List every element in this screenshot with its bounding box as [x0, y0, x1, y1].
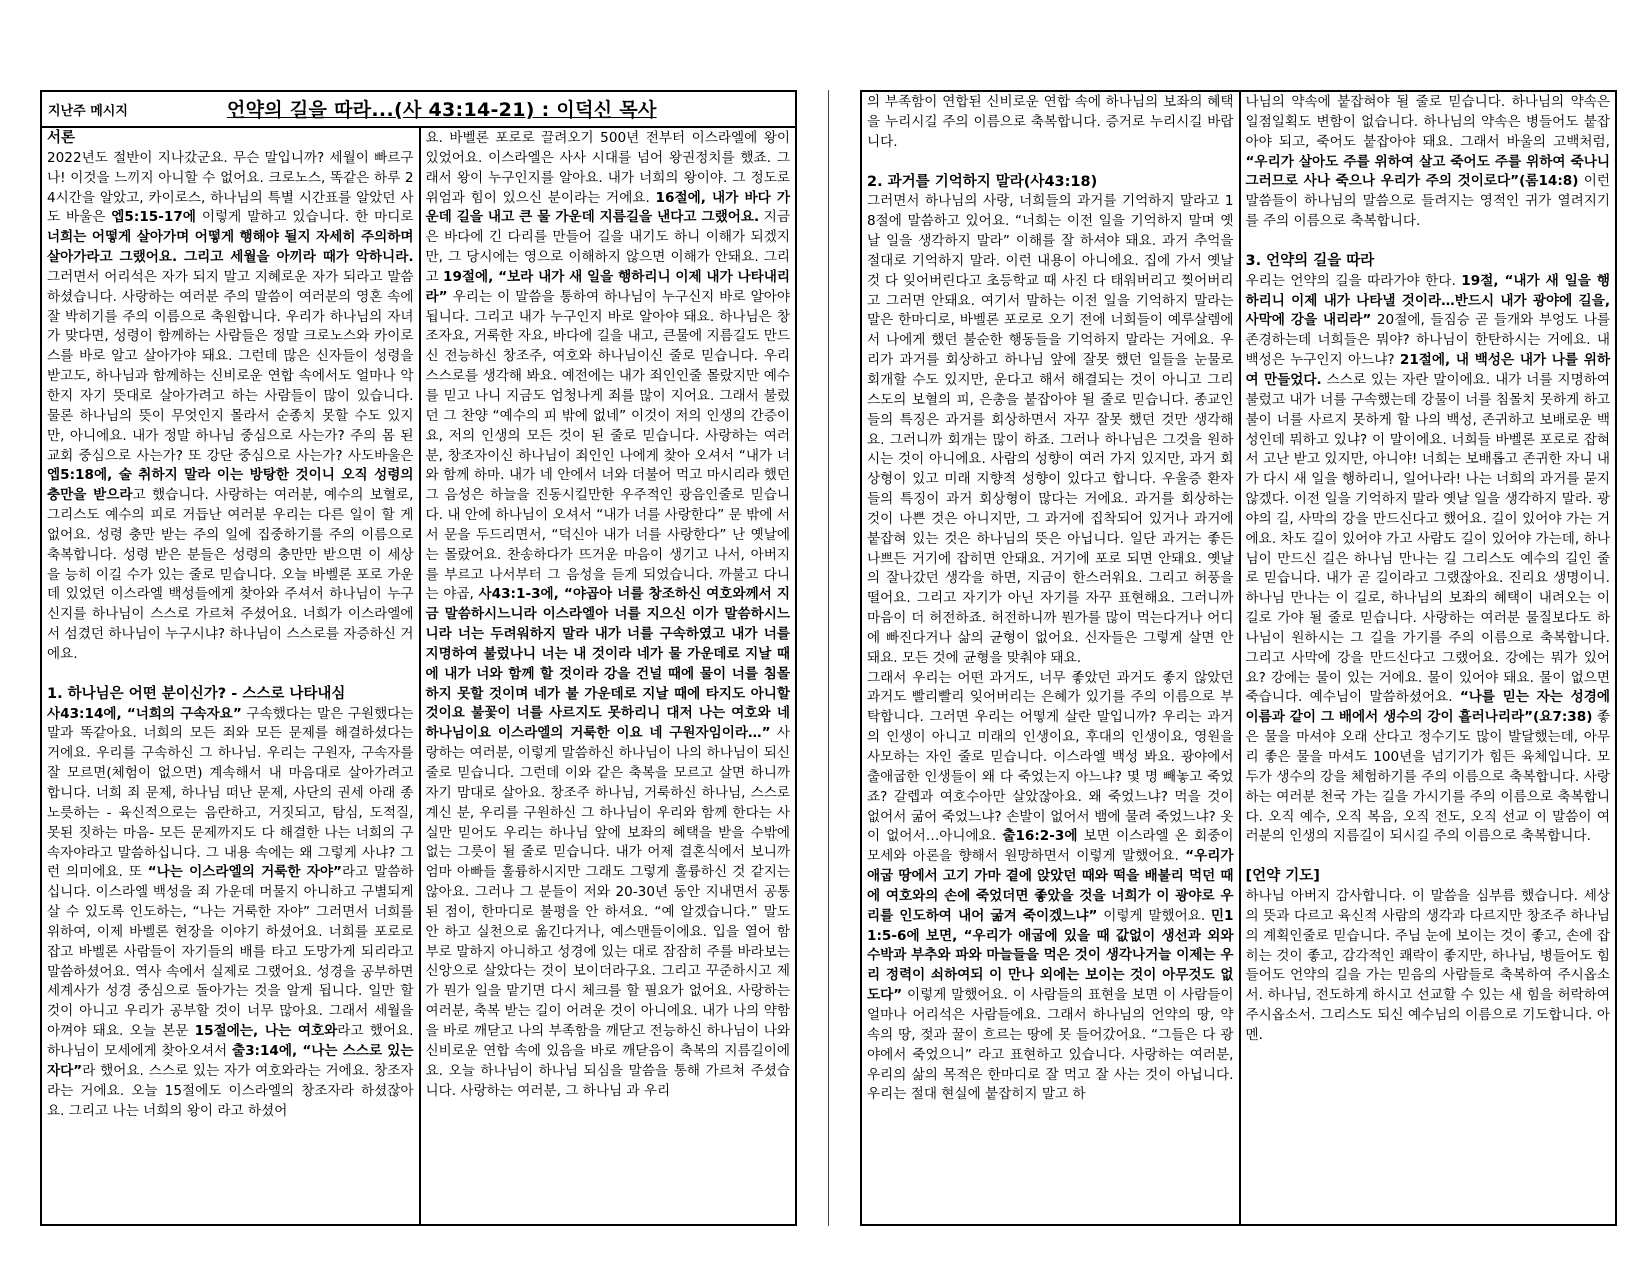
bold-text: “나는 이스라엘의 거룩한 자야” — [147, 864, 342, 881]
body-paragraph — [426, 129, 791, 1101]
bold-text: 엡5:15-17에 — [111, 209, 196, 226]
section-heading: [언약 기도] — [1245, 868, 1320, 885]
text-run: 의 부족함이 연합된 신비로운 연합 속에 하나님의 보좌의 혜택을 누리시길 주의 이름으로 축복합니다. 증거로 누리시길 바랍니다. — [867, 94, 1234, 150]
bold-text: 엡5:18에, 술 취하지 말라 이는 방탕한 것이니 오직 성령의 충만을 받으라 — [47, 467, 414, 504]
spacer — [1246, 232, 1611, 252]
text-run: 요. 바벨론 포로로 끌려오기 500년 전부터 이스라엘에 왕이 있었어요. 이스라엘은 사사 시대를 넘어 왕권정치를 했죠. 그래서 왕이 누구인지를 알아요. 내가 너희의 왕이야. 그 정도로 위엄과 힘이 있으신 분이라는 거에요. — [425, 130, 790, 206]
section-label: 지난주 메시지 — [48, 104, 128, 119]
text-run: 라고 말씀하십니다. 이스라엘 백성을 죄 가운데 머물지 아니하고 구별되게 살 수 있도록 인도하는, “나는 거룩한 자야” 그러면서 너희를 위하여, 이제 바벨론 현장을 이야기 하셨어요. 너희를 포로로 잡고 바벨론 사람들이 자기들의 배를 타고 도망가게 되리라고 말씀하셨어요. 역사 속에서 실제로 그랬어요. 성경을 공부하면 세계사가 성경 중심으로 돌아가는 것을 알게 됩니다. 일만 할 것이 아니고 우리가 공부할 것이 너무 많아요. 그래서 세월을 아껴야 돼요. 오늘 본문 — [47, 864, 414, 1040]
text-run: 라고 했어요. 하나님이 모세에게 찾아오셔서 — [47, 1023, 414, 1059]
section-heading: 1. 하나님은 어떤 분이신가? - 스스로 나타내심 — [47, 685, 346, 702]
text-run: 그래서 우리는 어떤 과거도, 너무 좋았던 과거도 좋지 않았던 과거도 빨리빨리 잊어버리는 은혜가 있기를 주의 이름으로 부탁합니다. 그러면 우리는 어떻게 살란 말입니까? 우리는 과거의 인생이 아니고 미래의 인생이요, 후대의 인생이요, 영원을 사모하는 자인 줄로 믿습니다. 이스라엘 백성 봐요. 광야에서 출애굽한 인생들이 왜 다 죽었는지 아느냐? 몇 명 빼놓고 죽었죠? 갈렙과 여호수아만 살았잖아요. 왜 죽었느냐? 먹을 것이 없어서 굶어 죽었느냐? 손발이 없어서 뱀에 물려 죽었느냐? 옷이 없어서…아니에요. — [867, 669, 1234, 845]
bold-text: 사43:14에, “너희의 구속자요” — [47, 705, 242, 722]
text-run: 이렇게 말하고 있습니다. 한 마디로 — [195, 209, 414, 226]
text-run: 나님의 약속에 붙잡혀야 될 줄로 믿습니다. 하나님의 약속은 일점일획도 변함이 없습니다. 하나님의 약속은 병들어도 붙잡아야 되고, 죽어도 붙잡아야 돼요. 그래서 바울의 고백처럼, — [1245, 94, 1610, 150]
bold-text: 너희는 어떻게 살아가며 어떻게 행해야 될지 자세히 주의하며 살아가라고 그랬어요. 그리고 세월을 아끼라 때가 악하니라. — [47, 229, 414, 266]
text-run: 하나님 아버지 감사합니다. 이 말씀을 심부름 했습니다. 세상의 뜻과 다르고 육신적 사람의 생각과 다르지만 창조주 하나님의 계획인줄로 믿습니다. 주님 눈에 보이는 것이 좋고, 손에 잡히는 것이 좋고, 감각적인 쾌락이 좋지만, 하나님, 병들어도 힘들어도 언약의 길을 가는 믿음의 사람들로 축복하여 주시옵소서. 하나님, 전도하게 하시고 선교할 수 있는 새 힘을 허락하여 주시옵소서. 그리스도 되신 예수님의 이름으로 기도합니다. 아멘. — [1245, 888, 1610, 1043]
body-paragraph — [867, 669, 1234, 1106]
text-run: 구속했다는 말은 구원했다는 말과 똑같아요. 너희의 모든 죄와 모든 문제를 해결하셨다는 거에요. 우리를 구속하신 그 하나님. 우리는 구원자, 구속자를 잘 모르면(체험이 없으면) 계속해서 내 마음대로 살아가려고 합니다. 너희 죄 문제, 하나님 떠난 문제, 사단의 권세 아래 종노릇하는 - 육신적으로는 음란하고, 거짓되고, 탐심, 도적질, 못된 짓하는 마음- 모든 문제까지도 다 해결한 나는 너희의 구속자야라고 말씀하십니다. 그 내용 속에는 왜 그렇게 사냐? 그런 의미에요. 또 — [47, 705, 414, 881]
bulletin-page-right — [860, 90, 1617, 1226]
bold-text: 출16:2-3에 — [1002, 828, 1078, 845]
bold-text: “우리가 살아도 주를 위하여 살고 죽어도 주를 위하여 죽나니 그러므로 사나 죽으나 우리가 주의 것이로다”(롬14:8) — [1245, 153, 1610, 190]
column-3 — [862, 92, 1239, 1224]
spacer — [1246, 847, 1611, 867]
bold-text: 21절에, 내 백성은 내가 나를 위하여 만들었다. — [1245, 352, 1610, 388]
bold-text: 19절, “내가 새 일을 행하리니 이제 내가 나타낼 것이라…반드시 내가 광야에 길을, 사막에 강을 내리라” — [1245, 272, 1610, 329]
text-run: 그러면서 하나님의 사랑, 너희들의 과거를 기억하지 말라고 18절에 말씀하고 있어요. “너희는 이전 일을 기억하지 말며 옛날 일을 생각하지 말라” 이해를 잘 하셔야 돼요. 과거 추억을 절대로 기억하지 말라. 이런 내용이 아니에요. 집에 가서 옛날 것 다 잊어버린다고 초등학교 때 사진 다 태워버리고 찢어버리고 그러면 안돼요. 여기서 말하는 이전 일을 기억하지 말라는 말은 한마디로, 바벨론 포로로 오기 전에 너희들이 예루살렘에서 나에게 했던 불순한 행동들을 기억하지 말라는 거에요. 우리가 과거를 회상하고 하나님 앞에 잘못 했던 일들을 눈물로 회개할 수도 있지만, 운다고 해서 해결되는 것이 아니고 그리스도의 보혈의 피, 은총을 붙잡아야 될 줄로 믿습니다. 종교인들의 특징은 과거를 회상하면서 자꾸 잘못 했던 것만 생각해요. 그러니까 회개는 많이 하죠. 그러나 하나님은 그것을 원하시는 것이 아니에요. 사람의 성향이 여러 가지 있지만, 과거 회상형이 있고 미래 지향적 성향이 있다고 합니다. 우울증 환자들의 특징이 과거 회상형이 많다는 거에요. 과거를 회상하는 것이 나쁜 것은 아니지만, 그 과거에 집착되어 있거나 과거에 붙잡혀 있는 것은 하나님의 뜻은 아닙니다. 일단 과거는 좋든 나쁘든 거기에 잡히면 안돼요. 거기에 포로 되면 안돼요. 옛날의 잘나갔던 생각을 하면, 지금이 한스러워요. 그리고 허풍을 떨어요. 그리고 자기가 아닌 자기를 자꾸 표현해요. 그러니까 마음이 더 허전하죠. 허전하니까 뭔가를 많이 먹는다거나 어디에 빠진다거나 삶의 균형이 없어요. 신자들은 그렇게 살면 안돼요. 모든 것에 균형을 맞춰야 돼요. — [867, 193, 1234, 666]
text-run: 이렇게 말했어요. 이 사람들의 표현을 보면 이 사람들이 얼마나 어리석은 사람들에요. 그래서 하나님의 언약의 땅, 약속의 땅, 젖과 꿀이 흐르는 땅에 못 들어갔어요. “그들은 다 광야에서 죽었으니” 라고 표현하고 있습니다. 사랑하는 여러분, 우리의 삶의 목적은 한마디로 잘 먹고 잘 사는 것이 아닙니다. 우리는 절대 현실에 붙잡히지 말고 하 — [867, 987, 1234, 1103]
bold-text: “나를 믿는 자는 성경에 이름과 같이 그 배에서 생수의 강이 흘러나리라”(요7:38) — [1245, 689, 1610, 726]
body-paragraph — [1246, 93, 1611, 232]
column-2 — [419, 128, 796, 1224]
text-run: 보면 이스라엘 온 회중이 모세와 아론을 향해서 원망하면서 이렇게 말했어요. — [867, 828, 1234, 865]
spacer — [867, 153, 1234, 173]
sermon-title: 언약의 길을 따라...(사 43:14-21) : 이덕신 목사 — [227, 99, 657, 121]
text-run: 2022년도 절반이 지나갔군요. 무슨 말입니까? 세월이 빠르구나! 이것을 느끼지 아니할 수 없어요. 크로노스, 똑같은 하루 24시간을 알았고, 카이로스, 하나님의 특별 시간표를 알았던 사도 바울은 — [47, 149, 414, 226]
bold-text: 민11:5-6에 보면, “우리가 애굽에 있을 때 값없이 생선과 외와 수박과 부추와 파와 마늘들을 먹은 것이 생각나거늘 이제는 우리 정력이 쇠하여되 이 만나 외에는 보이는 것이 아무것도 없도다” — [867, 907, 1234, 1004]
bold-text: 16절에, 내가 바다 가운데 길을 내고 큰 물 가운데 지름길을 낸다고 그랬어요. — [425, 189, 791, 226]
columns-right — [862, 92, 1615, 1224]
text-run: 좋은 물을 마셔야 오래 산다고 정수기도 많이 발달했는데, 아무리 좋은 물을 마셔도 100년을 넘기기가 힘든 육체입니다. 모두가 생수의 강을 체험하기를 주의 이름으로 축복합니다. 사랑하는 여러분 천국 가는 길을 가시기를 주의 이름으로 축복합니다. 오직 예수, 오직 복음, 오직 전도, 오직 선교 이 말씀이 여러분의 인생의 지름길이 되시길 주의 이름으로 축복합니다. — [1245, 709, 1610, 845]
bold-text: 사43:1-3에, “야곱아 너를 창조하신 여호와께서 지금 말씀하시느니라 이스라엘아 너를 지으신 이가 말씀하시느니라 너는 두려워하지 말라 내가 너를 구속하였고 내가 너를 지명하여 불렀나니 너는 내 것이라 네가 물 가운데로 지날 때에 내가 너와 함께 할 것이라 강을 건널 때에 물이 너를 침몰하지 못할 것이며 네가 불 가운데로 지날 때에 타지도 아니할 것이요 불꽃이 너를 사르지도 못하리니 대저 나는 여호와 네 하나님이요 이스라엘의 거룩한 이요 네 구원자임이라…” — [425, 586, 790, 742]
body-paragraph — [1246, 272, 1611, 847]
page-divider — [828, 90, 829, 1226]
text-run: 지금은 바다에 긴 다리를 만들어 길을 내기도 하니 이해가 되겠지만, 그 당시에는 영으로 이해하지 않으면 이해가 안돼요. 그리고 — [425, 209, 790, 285]
text-run: 우리는 언약의 길을 따라가야 한다. — [1245, 272, 1462, 289]
bold-text: 출3:14에, “나는 스스로 있는 자다” — [47, 1042, 414, 1079]
section-heading: 3. 언약의 길을 따라 — [1245, 252, 1375, 269]
text-run: 우리는 이 말씀을 통하여 하나님이 누구신지 바로 알아야 됩니다. 그리고 내가 누구인지 바로 알아야 돼요. 하나님은 창조자요, 거룩한 자요, 바다에 길을 내고, 큰물에 지름길도 만드신 전능하신 창조주, 여호와 하나님이신 줄로 믿습니다. 우리 스스로를 생각해 봐요. 예전에는 내가 죄인인줄 몰랐지만 예수를 믿고 나니 지금도 엄청나게 죄를 많이 지어요. 그래서 불렀던 그 찬양 “예수의 피 밖에 없네” 이것이 저의 인생의 간증이요, 저의 인생의 모든 것이 된 줄로 믿습니다. 사랑하는 여러분, 창조자이신 하나님이 죄인인 나에게 찾아 오셔서 “내가 너와 함께 하마. 내가 네 안에서 너와 더불어 먹고 마시리라 했던 그 음성은 하늘을 진동시킬만한 우주적인 광음인줄로 믿습니다. 내 안에 하나님이 오셔서 “내가 너를 사랑한다” 문 밖에 서서 문을 두드리면서, “덕신아 내가 너를 사랑한다” 난 옛날에는 몰랐어요. 찬송하다가 뜨거운 마음이 생기고 나서, 아버지를 부르고 나서부터 그 음성을 듣게 되었습니다. 까불고 다니는 야곱, — [425, 288, 790, 603]
bold-text: 15절에는, 나는 여호와 — [194, 1023, 338, 1040]
bulletin-page-left — [40, 90, 797, 1226]
text-run: 20절에, 들짐승 곧 들개와 부엉도 나를 존경하는데 너희들은 뭐야? 하나님이 한탄하시는 거에요. 내 백성은 누구인지 아느냐? — [1245, 312, 1611, 369]
text-run: 이런 말씀들이 하나님의 말씀으로 들려지는 영적인 귀가 열려지기를 주의 이름으로 축복합니다. — [1245, 173, 1610, 230]
bold-text: “우리가 애굽 땅에서 고기 가마 곁에 앉았던 때와 떡을 배불리 먹던 때에 여호와의 손에 죽었더면 좋았을 것을 너희가 이 광야로 우리를 인도하여 내어 굶겨 죽이겠느냐” — [867, 848, 1234, 924]
text-run: 고 했습니다. 사랑하는 여러분, 예수의 보혈로, 그리스도 예수의 피로 거듭난 여러분 우리는 다른 일이 할 게 없어요. 성령 충만 받는 주의 일에 집중하기를 주의 이름으로 축복합니다. 성령 받은 분들은 성령의 충만만 받으면 이 세상을 능히 이길 수가 있는 줄로 믿습니다. 오늘 바벨론 포로 가운데 있었던 이스라엘 백성들에게 찾아와 주셔서 하나님이 누구신지를 하나님이 스스로 가르쳐 주셨어요. 너희가 이스라엘에서 섬겼던 하나님이 누구시냐? 하나님이 스스로를 자증하신 거에요. — [47, 487, 414, 662]
section-heading: 서론 — [47, 130, 76, 146]
message-header — [42, 92, 795, 128]
body-paragraph — [867, 93, 1234, 153]
body-paragraph — [47, 149, 414, 665]
column-1 — [42, 128, 419, 1224]
text-run: 라 했어요. 스스로 있는 자가 여호와라는 거에요. 창조자라는 거에요. 오늘 15절에도 이스라엘의 창조자라 하셨잖아요. 그리고 나는 너희의 왕이 라고 하셨어 — [47, 1062, 414, 1119]
text-run: 스스로 있는 자란 말이에요. 내가 너를 지명하여 불렀고 내가 너를 구속했는데 강물이 너를 침몰치 못하게 하고 불이 너를 사르지 못하게 할 나의 백성, 존귀하고 보배로운 백성인데 뭐하고 있냐? 이 말이에요. 너희들 바벨론 포로로 잡혀서 고난 받고 있지만, 아니야! 너희는 보배롭고 존귀한 자니 내가 다시 새 일을 행하리니, 일어나라! 나는 너희의 과거를 묻지 않겠다. 이전 일을 기억하지 말라 옛날 일을 생각하지 말라. 광야의 길, 사막의 강을 만드신다고 했어요. 길이 있어야 가는 거에요. 차도 길이 있어야 가고 사람도 길이 있어야 가는데, 하나님이 만드신 길은 하나님 만나는 길 그리스도 예수의 길인 줄로 믿습니다. 내가 곧 길이라고 그랬잖아요. 진리요 생명이니. 하나님 만나는 이 길로, 하나님의 보좌의 혜택이 내려오는 이 길로 가야 될 줄로 믿습니다. 사랑하는 여러분 물질보다도 하나님이 원하시는 그 길을 가기를 주의 이름으로 축복합니다. 그리고 사막에 강을 만드신다고 그랬어요. 강에는 뭐가 있어요? 강에는 물이 있는 거에요. 물이 있어야 돼요. 물이 없으면 죽습니다. 예수님이 말씀하셨어요. — [1245, 371, 1610, 706]
body-paragraph — [1246, 887, 1611, 1046]
columns-left — [42, 128, 795, 1224]
body-paragraph — [47, 705, 414, 1122]
text-run: 사랑하는 여러분, 이렇게 말씀하신 하나님이 나의 하나님이 되신 줄로 믿습니다. 그런데 이와 같은 축복을 모르고 살면 하니까 자기 맘대로 살아요. 창조주 하나님, 거룩하신 하나님, 스스로 계신 분, 우리를 구원하신 그 하나님이 우리와 함께 한다는 사실만 믿어도 우리는 하나님 앞에 보좌의 혜택을 받을 수밖에 없는 그릇이 될 줄로 믿습니다. 내가 어제 결혼식에서 보니까 엄마 아빠들 훌륭하시지만 그래도 그렇게 훌륭하신 것 같지는 않아요. 그러나 그 분들이 저와 20-30년 동안 지내면서 공통된 점이, 한마디로 불평을 안 하셔요. “예 알겠습니다.” 말도 안 하고 실천으로 옮긴다거나, 예스맨들이에요. 입을 열어 함부로 말하지 아니하고 성경에 있는 대로 잠잠히 주를 바라보는 신앙으로 살았다는 것이 보이더라구요. 그리고 꾸준하시고 제가 뭔가 일을 맡기면 다시 체크를 할 필요가 없어요. 사랑하는 여러분, 축복 받는 길이 어려운 것이 아니에요. 내가 나의 약함을 바로 깨닫고 나의 부족함을 깨닫고 전능하신 하나님이 나와 신비로운 연합 속에 있음을 바로 깨닫음이 축복의 지름길이에요. 오늘 하나님이 하나님 되심을 말씀을 통해 가르쳐 주셨습니다. 사랑하는 여러분, 그 하나님 과 우리 — [425, 725, 790, 1099]
text-run: 그러면서 어리석은 자가 되지 말고 지혜로운 자가 되라고 말씀하셨습니다. 사랑하는 여러분 주의 말씀이 여러분의 영혼 속에 잘 박히기를 주의 이름으로 축원합니다. 우리가 하나님의 자녀가 맞다면, 성령이 함께하는 사람들은 정말 크로노스와 카이로스를 바로 알고 살아가야 돼요. 그런데 많은 신자들이 성령을 받고도, 하나님과 함께하는 신비로운 연합 속에서도 얼마나 악한지 자기 뜻대로 살아가려고 하는 사람들이 많이 있습니다. 물론 하나님의 뜻이 무엇인지 몰라서 순종치 못할 수도 있지만, 아니에요. 내가 정말 하나님 중심으로 사는가? 주의 몸 된 교회 중심으로 사는가? 또 강단 중심으로 사는가? 사도바울은 — [47, 268, 414, 464]
body-paragraph — [867, 192, 1234, 668]
bold-text: 19절에, “보라 내가 새 일을 행하리니 이제 내가 나타내리라” — [425, 268, 790, 305]
spacer — [47, 665, 414, 685]
section-heading: 2. 과거를 기억하지 말라(사43:18) — [867, 173, 1098, 190]
text-run: 이렇게 말했어요. — [1097, 907, 1211, 924]
column-4 — [1239, 92, 1616, 1224]
